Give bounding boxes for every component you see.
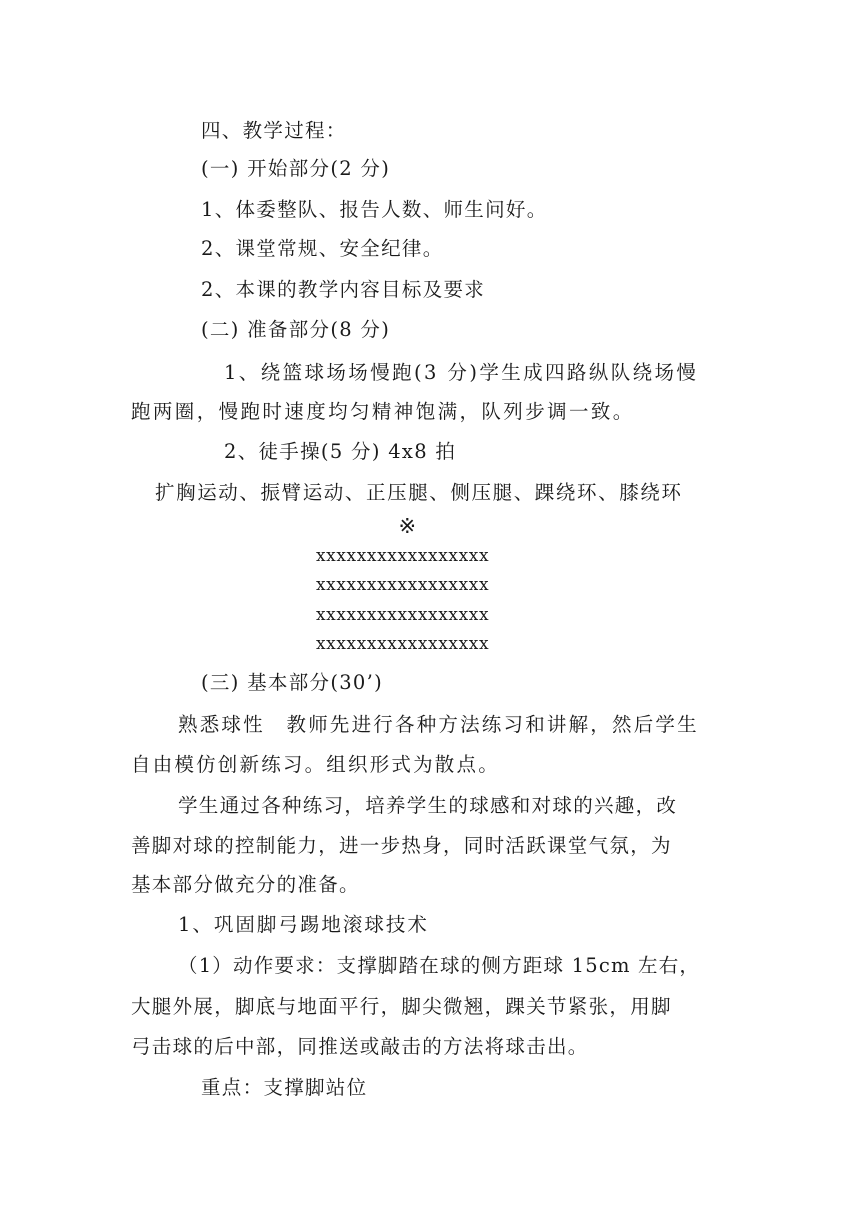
purpose-line1: 学生通过各种练习，培养学生的球感和对球的兴趣，改 bbox=[178, 794, 678, 817]
calisthenics-moves: 扩胸运动、振臂运动、正压腿、侧压腿、踝绕环、膝绕环 bbox=[155, 481, 683, 504]
purpose-line3: 基本部分做充分的准备。 bbox=[131, 873, 360, 896]
calisthenics-title: 2、徒手操(5 分) 4x8 拍 bbox=[224, 440, 457, 463]
part1-item-1: 1、体委整队、报告人数、师生问好。 bbox=[201, 198, 548, 221]
requirement-line3: 弓击球的后中部，同推送或敲击的方法将球击出。 bbox=[131, 1035, 589, 1058]
key-point: 重点：支撑脚站位 bbox=[201, 1076, 368, 1099]
skill-title: 1、巩固脚弓踢地滚球技术 bbox=[178, 913, 429, 936]
requirement-line1: （1）动作要求：支撑脚踏在球的侧方距球 15cm 左右， bbox=[178, 954, 701, 977]
part1-heading: (一) 开始部分(2 分) bbox=[201, 157, 391, 180]
purpose-line2: 善脚对球的控制能力，进一步热身，同时活跃课堂气氛，为 bbox=[131, 834, 672, 857]
formation-teacher-marker: ※ bbox=[398, 514, 418, 538]
ball-feel-line2: 自由模仿创新练习。组织形式为散点。 bbox=[131, 753, 500, 776]
formation-row-3: xxxxxxxxxxxxxxxxx bbox=[316, 605, 490, 625]
section-title: 四、教学过程： bbox=[201, 119, 347, 142]
formation-row-2: xxxxxxxxxxxxxxxxx bbox=[316, 575, 490, 595]
formation-row-4: xxxxxxxxxxxxxxxxx bbox=[316, 634, 490, 654]
ball-feel-line1: 熟悉球性 教师先进行各种方法练习和讲解，然后学生 bbox=[178, 713, 699, 736]
part1-item-2: 2、课堂常规、安全纪律。 bbox=[201, 237, 444, 260]
part1-item-3: 2、本课的教学内容目标及要求 bbox=[201, 278, 486, 301]
warmup-run-line1: 1、绕篮球场场慢跑(3 分)学生成四路纵队绕场慢 bbox=[224, 361, 699, 384]
part3-heading: (三) 基本部分(30’) bbox=[201, 671, 384, 694]
warmup-run-line2: 跑两圈，慢跑时速度均匀精神饱满，队列步调一致。 bbox=[131, 400, 635, 423]
requirement-line2: 大腿外展，脚底与地面平行，脚尖微翘，踝关节紧张，用脚 bbox=[131, 995, 672, 1018]
part2-heading: (二) 准备部分(8 分) bbox=[201, 318, 391, 341]
formation-row-1: xxxxxxxxxxxxxxxxx bbox=[316, 546, 490, 566]
